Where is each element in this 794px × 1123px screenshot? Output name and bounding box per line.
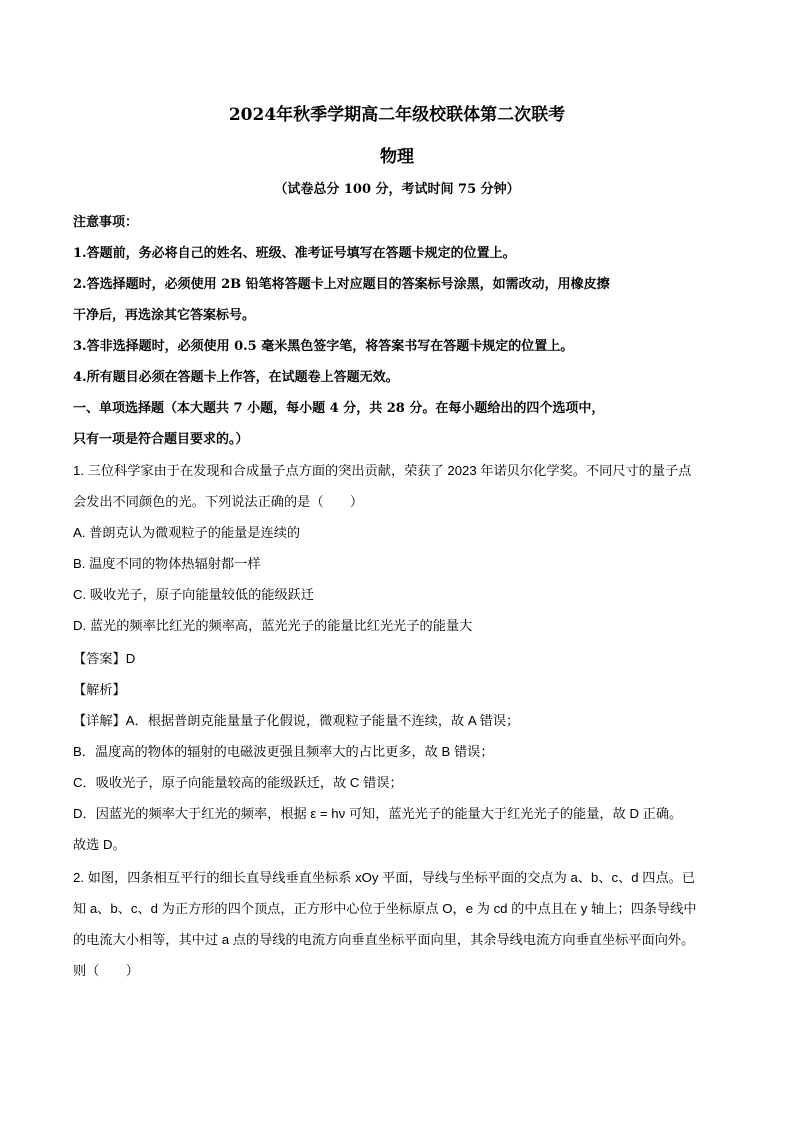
option-a: A. 普朗克认为微观粒子的能量是连续的 bbox=[73, 525, 301, 540]
detail-b: B．温度高的物体的辐射的电磁波更强且频率大的占比更多，故 B 错误； bbox=[73, 744, 494, 759]
detail-d: D．因蓝光的频率大于红光的频率，根据 ε = hν 可知，蓝光光子的能量大于红光光子的能量，故 D 正确。 bbox=[73, 806, 683, 821]
exam-info: （试卷总分 100 分，考试时间 75 分钟） bbox=[274, 182, 520, 197]
section-heading-cont: 只有一项是符合题目要求的。） bbox=[73, 432, 249, 447]
subject-title: 物理 bbox=[380, 147, 414, 167]
question-1-stem-cont: 会发出不同颜色的光。下列说法正确的是（ ） bbox=[73, 494, 364, 509]
notice-heading: 注意事项： bbox=[73, 215, 139, 230]
question-2-stem: 2. 如图，四条相互平行的细长直导线垂直坐标系 xOy 平面，导线与坐标平面的交点为 a、b、c、d 四点。已 bbox=[73, 870, 696, 885]
exam-title: 2024年秋季学期高二年级校联体第二次联考 bbox=[228, 105, 566, 125]
option-c: C. 吸收光子，原子向能量较低的能级跃迁 bbox=[73, 587, 315, 602]
conclusion: 故选 D。 bbox=[73, 837, 126, 852]
option-b: B. 温度不同的物体热辐射都一样 bbox=[73, 556, 261, 571]
notice-item: 2.答选择题时，必须使用 2B 铅笔将答题卡上对应题目的答案标号涂黑，如需改动，用橡皮擦 bbox=[73, 277, 610, 292]
detail-a: 【详解】A．根据普朗克能量量子化假说，微观粒子能量不连续，故 A 错误； bbox=[73, 713, 520, 728]
analysis-label: 【解析】 bbox=[73, 682, 126, 697]
notice-item: 1.答题前，务必将自己的姓名、班级、准考证号填写在答题卡规定的位置上。 bbox=[73, 246, 516, 261]
answer-label: 【答案】D bbox=[73, 651, 136, 666]
section-heading: 一、单项选择题（本大题共 7 小题，每小题 4 分，共 28 分。在每小题给出的四个选项中， bbox=[73, 401, 605, 416]
detail-c: C．吸收光子，原子向能量较高的能级跃迁，故 C 错误； bbox=[73, 775, 403, 790]
notice-item: 3.答非选择题时，必须使用 0.5 毫米黑色签字笔，将答案书写在答题卡规定的位置上。 bbox=[73, 339, 574, 354]
question-2-stem-cont: 的电流大小相等，其中过 a 点的导线的电流方向垂直坐标平面向里，其余导线电流方向垂直坐标平面向外。 bbox=[73, 932, 695, 947]
notice-item: 干净后，再选涂其它答案标号。 bbox=[73, 308, 256, 323]
question-2-stem-cont: 知 a、b、c、d 为正方形的四个顶点，正方形中心位于坐标原点 O，e 为 cd 的中点且在 y 轴上；四条导线中 bbox=[73, 901, 697, 916]
question-1-stem: 1. 三位科学家由于在发现和合成量子点方面的突出贡献，荣获了 2023 年诺贝尔化学奖。不同尺寸的量子点 bbox=[73, 463, 692, 478]
option-d: D. 蓝光的频率比红光的频率高，蓝光光子的能量比红光光子的能量大 bbox=[73, 618, 473, 633]
question-2-stem-end: 则（ ） bbox=[73, 963, 139, 978]
notice-item: 4.所有题目必须在答题卡上作答，在试题卷上答题无效。 bbox=[73, 370, 399, 385]
